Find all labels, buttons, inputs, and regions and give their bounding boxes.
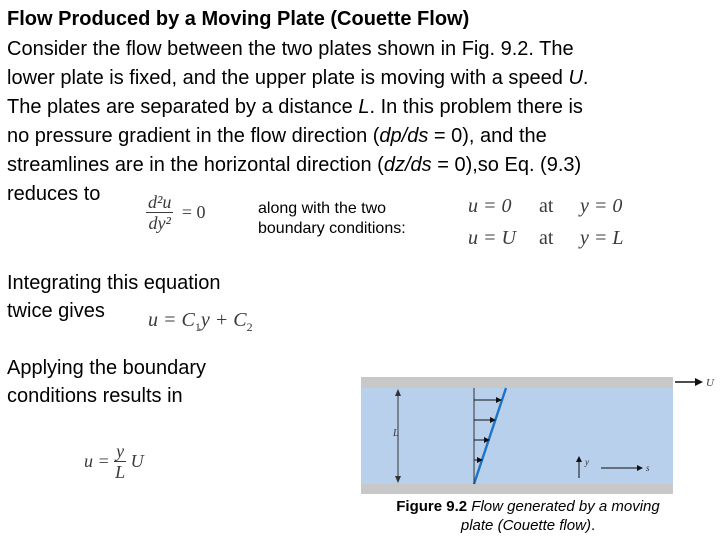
- solution-denominator: L: [115, 462, 126, 482]
- ode-fraction: [146, 192, 173, 233]
- ode-denominator: dy²: [148, 213, 171, 233]
- para-line-3: [7, 93, 719, 122]
- caption-text-1: Flow generated by a moving: [471, 498, 660, 515]
- para-line-2-text: lower plate is fixed, and the upper plate is moving with a speed: [7, 67, 569, 89]
- para-line-5: [7, 151, 719, 180]
- integrating-line-1: Integrating this equation: [7, 272, 221, 294]
- equation-ode: [146, 192, 206, 233]
- bc-row-2: [468, 222, 624, 254]
- general-mid: y + C: [200, 309, 247, 331]
- para-line-6: reduces to: [7, 183, 101, 205]
- bc2-at: at: [539, 227, 554, 249]
- solution-numerator: y: [116, 441, 125, 461]
- bc-label: [258, 199, 406, 239]
- solution-fraction: [114, 441, 126, 482]
- solution-rhs: U: [130, 451, 144, 471]
- para-line-3-text: The plates are separated by a distance: [7, 96, 359, 118]
- boundary-conditions: [468, 190, 624, 254]
- bc-label-line-2: boundary conditions:: [258, 220, 406, 237]
- applying-line-2: conditions results in: [7, 385, 183, 407]
- para-line-4-end: = 0), and the: [428, 125, 547, 147]
- var-dpds: dp/ds: [379, 125, 429, 147]
- para-line-4-text: no pressure gradient in the flow direction (: [7, 125, 380, 147]
- bc2-rhs: y = L: [580, 227, 624, 249]
- caption-text-2: plate (Couette flow): [460, 517, 591, 534]
- couette-flow-figure: [355, 372, 720, 497]
- general-sub-1: 1: [194, 320, 201, 334]
- bc2-lhs: u = U: [468, 227, 516, 249]
- var-L: L: [358, 96, 370, 118]
- applying-line-1: Applying the boundary: [7, 357, 207, 379]
- solution-lhs: u =: [84, 451, 110, 471]
- intro-paragraph: [7, 35, 719, 209]
- label-L: L: [393, 428, 399, 439]
- equation-solution: [84, 441, 144, 482]
- plate-velocity-arrowhead: [695, 378, 703, 386]
- para-line-5-text: streamlines are in the horizontal direction (: [7, 154, 384, 176]
- section-title: Flow Produced by a Moving Plate (Couette Flow): [7, 8, 470, 30]
- para-line-5-end: = 0),so Eq. (9.3): [431, 154, 582, 176]
- ode-numerator: d²u: [148, 192, 172, 212]
- var-U: U: [568, 67, 583, 89]
- para-line-1: Consider the flow between the two plates shown in Fig. 9.2. The: [7, 38, 574, 60]
- para-line-3-end: . In this problem there is: [369, 96, 583, 118]
- label-U: U: [706, 377, 714, 389]
- integrating-line-2: twice gives: [7, 300, 105, 322]
- para-line-4: [7, 122, 719, 151]
- applying-text: [7, 354, 206, 410]
- ode-rhs: = 0: [181, 202, 206, 222]
- bc1-rhs: y = 0: [580, 195, 623, 217]
- caption-figure-number: Figure 9.2: [396, 498, 468, 515]
- equation-general: [148, 309, 253, 335]
- general-sub-2: 2: [246, 320, 253, 334]
- label-s: s: [646, 463, 650, 473]
- label-y: y: [585, 457, 589, 467]
- bc1-at: at: [539, 195, 554, 217]
- caption-line-1: [352, 497, 704, 516]
- general-lhs: u = C: [148, 309, 195, 331]
- caption-period: .: [590, 517, 596, 534]
- figure-caption: [352, 497, 704, 535]
- bc-label-line-1: along with the two: [258, 200, 387, 217]
- para-line-2-end: .: [582, 67, 589, 89]
- var-dzds: dz/ds: [383, 154, 432, 176]
- upper-plate: [361, 377, 673, 388]
- bc-row-1: [468, 190, 624, 222]
- caption-line-2: [352, 516, 704, 535]
- para-line-2: [7, 64, 719, 93]
- bc1-lhs: u = 0: [468, 195, 512, 217]
- lower-plate: [361, 484, 673, 494]
- fluid-region: [361, 388, 673, 484]
